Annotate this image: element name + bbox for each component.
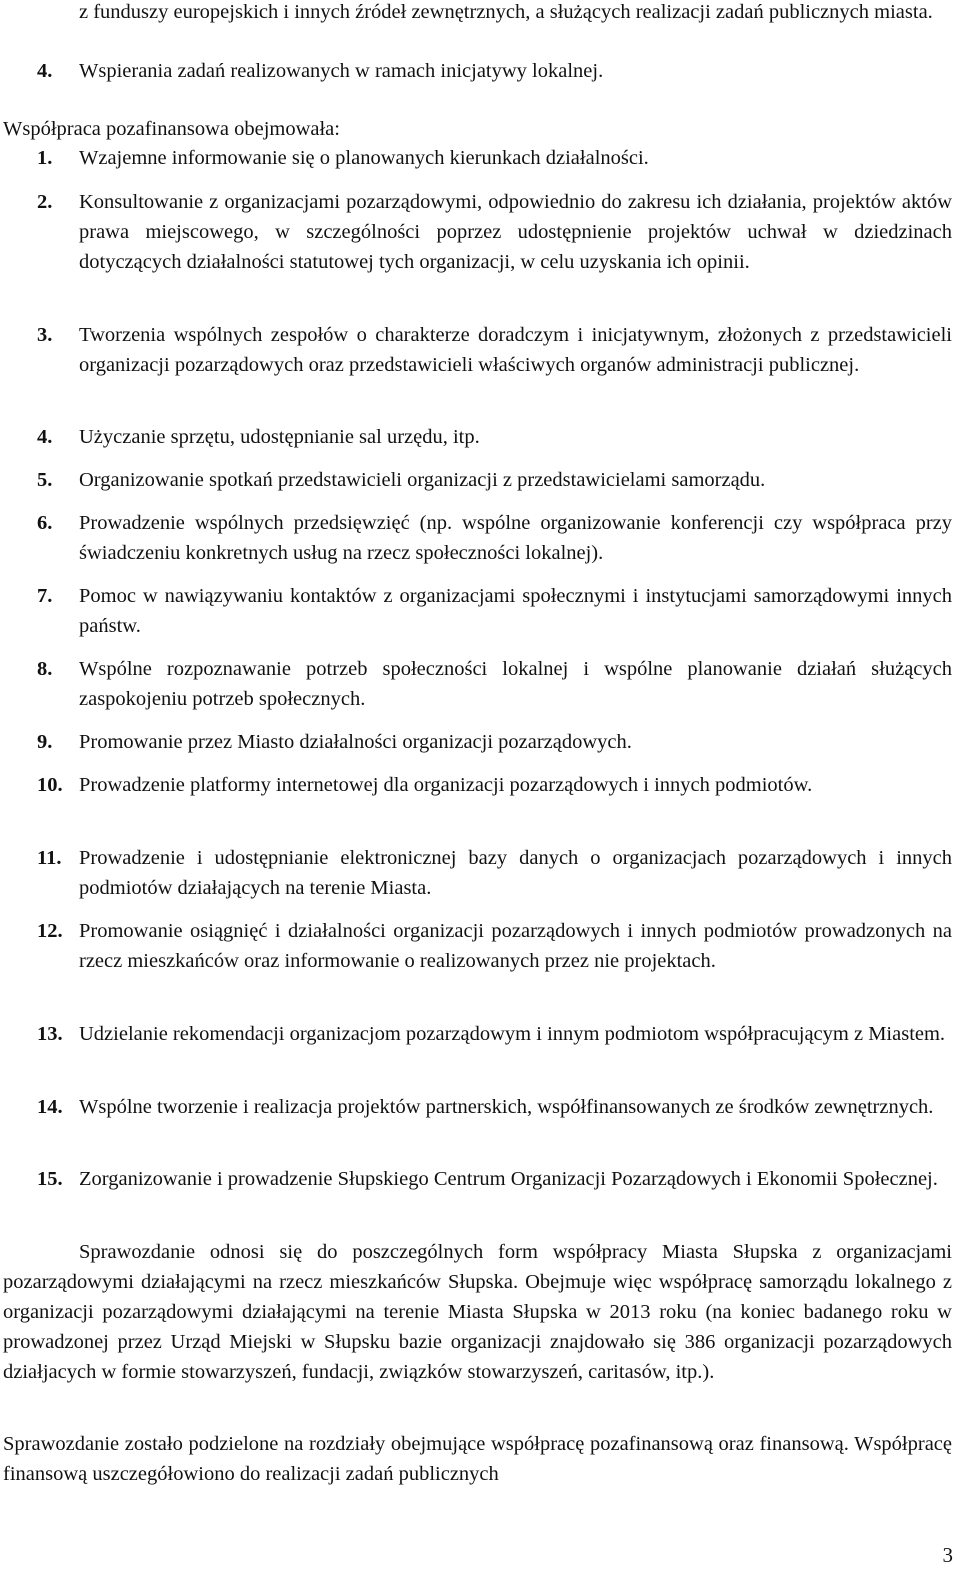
list-item-text: Tworzenia wspólnych zespołów o charakterze doradczym i inicjatywnym, złożonych z przedstawicieli organizacji pozarządowych oraz przedstawicieli właściwych organów administracji publicznej. [79,324,952,376]
list-item-number: 5. [37,469,53,491]
list-item [37,581,952,641]
list-item-text: Pomoc w nawiązywaniu kontaktów z organizacjami społecznymi i instytucjami samorządowymi innych państw. [79,585,952,637]
list-item-number: 15. [37,1168,63,1190]
list-item-number: 8. [37,658,53,680]
list-item [37,843,952,903]
continuation-text: z funduszy europejskich i innych źródeł zewnętrznych, a służących realizacji zadań publicznych miasta. [79,1,933,23]
list-item-number: 1. [37,147,53,169]
list-item-number: 7. [37,585,53,607]
list-item [37,770,952,800]
list-item-text: Promowanie przez Miasto działalności organizacji pozarządowych. [79,731,632,753]
list-item-text: Wspólne tworzenie i realizacja projektów partnerskich, współfinansowanych ze środków zewnętrznych. [79,1096,934,1118]
summary-paragraph: Sprawozdanie odnosi się do poszczególnych form współpracy Miasta Słupska z organizacjami pozarządowymi działającymi na rzecz mieszkańców Słupska. Obejmuje więc współpracę samorządu lokalnego z organizacji pozarządowymi działającymi na terenie Miasta Słupska w 2013 roku (na koniec badanego roku w prowadzonej przez Urząd Miejski w Słupsku bazie organizacji znajdowało się 386 organizacji pozarządowych działjacych w formie stowarzyszeń, fundacji, związków stowarzyszeń, caritasów, itp.). [3,1241,952,1383]
list-item-number: 6. [37,512,53,534]
list-item-text: Organizowanie spotkań przedstawicieli organizacji z przedstawicielami samorządu. [79,469,766,491]
list-item [37,143,952,173]
list-item-text: Prowadzenie wspólnych przedsięwzięć (np. wspólne organizowanie konferencji czy współpraca przy świadczeniu konkretnych usług na rzecz społeczności lokalnej). [79,512,952,564]
list-item [37,508,952,568]
list-item [37,465,952,495]
list-item-text: Użyczanie sprzętu, udostępnianie sal urzędu, itp. [79,426,480,448]
page-number: 3 [942,1543,953,1567]
list-item-number: 14. [37,1096,63,1118]
list-item [37,916,952,976]
list-item-number: 13. [37,1023,63,1045]
list-item-text: Wspólne rozpoznawanie potrzeb społeczności lokalnej i wspólne planowanie działań służących zaspokojeniu potrzeb społecznych. [79,658,952,710]
list-item-text: Prowadzenie platformy internetowej dla organizacji pozarządowych i innych podmiotów. [79,774,813,796]
list-item-text: Zorganizowanie i prowadzenie Słupskiego Centrum Organizacji Pozarządowych i Ekonomii Społecznej. [79,1168,938,1190]
list-item [37,1019,952,1049]
list-item-number: 4. [37,426,53,448]
structure-paragraph: Sprawozdanie zostało podzielone na rozdziały obejmujące współpracę pozafinansową oraz finansową. Współpracę finansową uszczegółowiono do realizacji zadań publicznych [3,1433,952,1485]
list-item [37,56,952,86]
list-item-number: 10. [37,774,63,796]
section-heading: Współpraca pozafinansowa obejmowała: [3,118,340,140]
list-item-number: 12. [37,920,63,942]
list-item-text: Promowanie osiągnięć i działalności organizacji pozarządowych i innych podmiotów prowadzonych na rzecz mieszkańców oraz informowanie o realizowanych przez nie projektach. [79,920,952,972]
list-item-number: 2. [37,191,53,213]
list-item [37,422,952,452]
list-item-text: Konsultowanie z organizacjami pozarządowymi, odpowiednio do zakresu ich działania, projektów aktów prawa miejscowego, w szczególności poprzez udostępnienie projektów uchwał w dziedzinach dotyczących działalności statutowej tych organizacji, w celu uzyskania ich opinii. [79,191,952,273]
list-item [37,1164,952,1194]
list-item-text: Wzajemne informowanie się o planowanych kierunkach działalności. [79,147,649,169]
list-item [37,654,952,714]
list-item [37,1092,952,1122]
list-item-number: 3. [37,324,53,346]
list-item [37,727,952,757]
list-item-text: Wspierania zadań realizowanych w ramach inicjatywy lokalnej. [79,60,604,82]
list-item-text: Prowadzenie i udostępnianie elektronicznej bazy danych o organizacjach pozarządowych i innych podmiotów działających na terenie Miasta. [79,847,952,899]
list-item [37,320,952,380]
list-item-number: 9. [37,731,53,753]
list-item [37,187,952,277]
list-item-number: 4. [37,60,53,82]
list-item-text: Udzielanie rekomendacji organizacjom pozarządowym i innym podmiotom współpracującym z Miastem. [79,1023,946,1045]
list-item-number: 11. [37,847,62,869]
